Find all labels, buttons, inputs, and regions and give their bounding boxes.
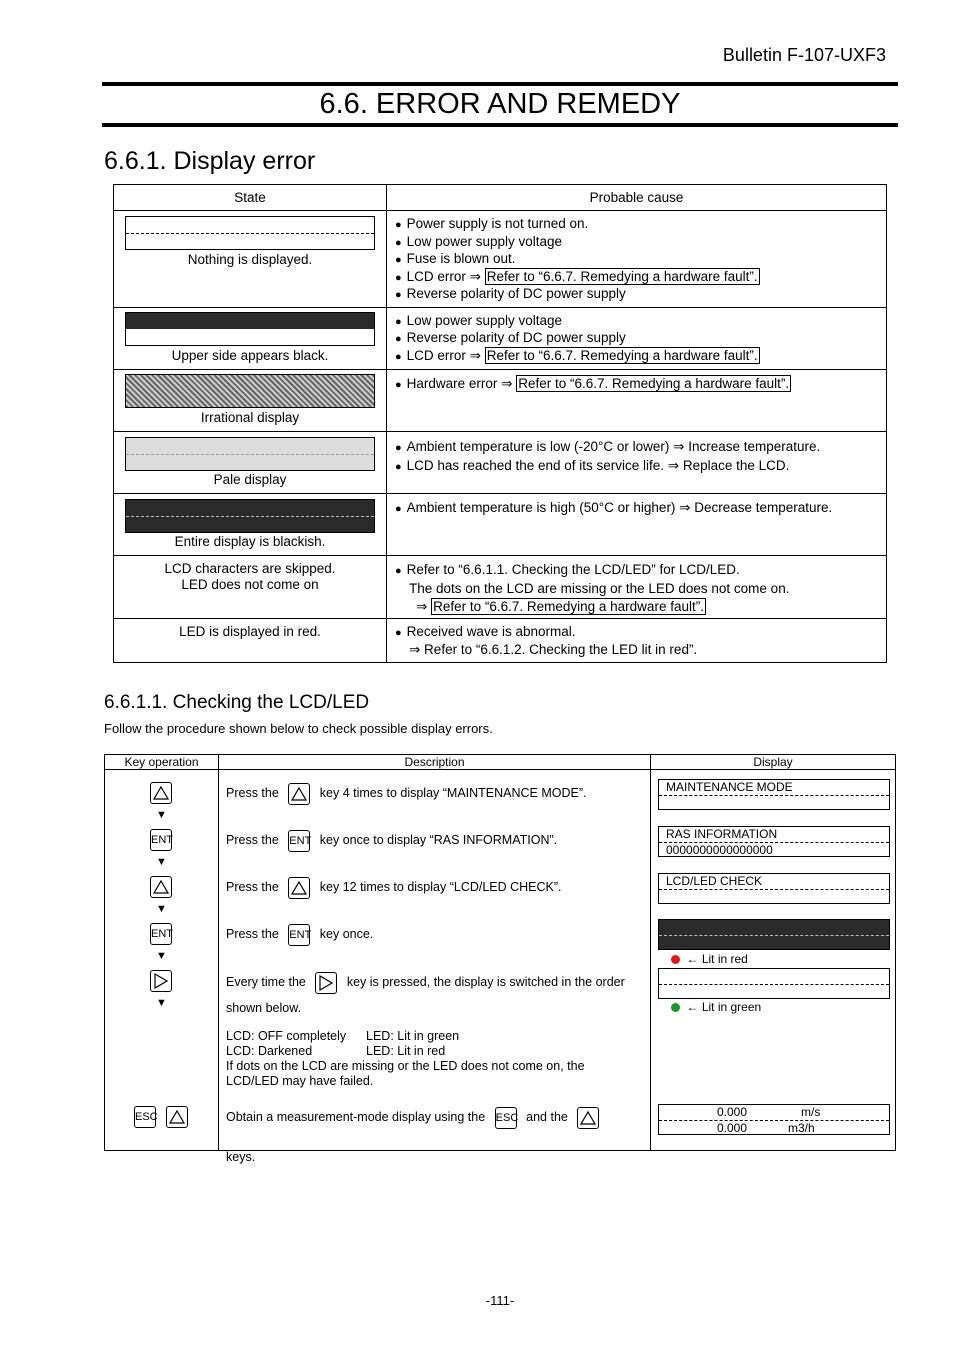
up-key[interactable] [150,782,172,804]
cause-item: ● Fuse is blown out. [395,251,886,269]
ent-key: ENT [288,830,310,852]
cause-item: ● LCD has reached the end of its service life. ⇒ Replace the LCD. [395,457,886,476]
key-operation-column [105,770,218,1150]
state-label: Pale display [213,471,287,487]
order-lcd: LCD: Darkened [226,1044,313,1058]
lcd-led-check-table [104,754,896,1164]
down-arrow-icon: ▼ [156,856,167,868]
off-lcd-display [658,968,890,999]
measure-value: 0.000 [717,1105,748,1119]
key-operation-header: Key operation [105,755,219,770]
table-row [114,431,887,493]
lcd-led-check-display: LCD/LED CHECK [658,873,890,904]
state-label: LED is displayed in red. [179,624,321,639]
right-key [315,972,337,994]
ent-key[interactable]: ENT [150,923,172,945]
cause-item: LCD error ⇒ [406,268,481,284]
display-column [651,770,895,1150]
step-text: Press the [226,927,279,941]
state-label: Irrational display [200,409,300,425]
intro-text: Follow the procedure shown below to check possible display errors. [104,721,493,736]
cause-item: ● Reverse polarity of DC power supply [395,330,886,348]
table-row [114,211,887,308]
state-label: Entire display is blackish. [174,533,326,549]
down-arrow-icon: ▼ [156,809,167,821]
failure-note: If dots on the LCD are missing or the LED does not come on, the LCD/LED may have failed. [226,1059,585,1088]
measure-unit: m3/h [788,1121,815,1135]
up-key [288,877,310,899]
step-text: key is pressed, the display is switched in the order [346,975,625,989]
measurement-mode-display [658,1104,890,1135]
measure-unit: m/s [801,1105,821,1119]
cause-item: Hardware error ⇒ [406,375,513,391]
lcd-irrational-illustration [125,374,375,408]
esc-key: ESC [495,1107,517,1129]
ent-key[interactable]: ENT [150,829,172,851]
up-key[interactable] [150,876,172,898]
cause-item: ● Refer to “6.6.1.1. Checking the LCD/LED” for LCD/LED. [395,561,886,581]
step-text: Every time the [226,975,306,989]
down-arrow-icon: ▼ [156,950,167,962]
cause-item: ● Low power supply voltage [395,234,886,252]
step-text: key once to display “RAS INFORMATION”. [319,833,558,847]
step-text: Press the [226,833,279,847]
step-text: Press the [226,786,279,800]
step-text: keys. [226,1150,256,1164]
cause-item: ● Received wave is abnormal. [395,624,886,642]
description-header: Description [219,755,651,770]
hardware-fault-reference: Refer to “6.6.7. Remedying a hardware fault”. [433,598,704,614]
state-label: Nothing is displayed. [187,252,313,267]
subsection-title: 6.6.1.1. Checking the LCD/LED [104,692,370,713]
display-error-table [113,184,887,663]
table-row [114,307,887,369]
step-text: Obtain a measurement-mode display using the [226,1110,486,1124]
step-text: key 4 times to display “MAINTENANCE MODE”. [319,786,587,800]
state-label: LED does not come on [181,577,319,592]
cause-item: ⇒ Refer to “6.6.1.2. Checking the LED lit in red”. [409,641,698,657]
state-label: Upper side appears black. [171,347,329,363]
up-key[interactable] [166,1106,188,1128]
lcd-blackish-illustration [125,499,375,533]
table-row [114,619,887,663]
esc-key[interactable]: ESC [134,1106,156,1128]
cause-header: Probable cause [387,185,887,211]
title-rule-top [102,82,898,86]
step-text: and the [526,1110,568,1124]
table-row [114,493,887,555]
step-text: key 12 times to display “LCD/LED CHECK”. [319,880,562,894]
down-arrow-icon: ▼ [156,903,167,915]
cause-item: ● Low power supply voltage [395,313,886,331]
darkened-lcd-display [658,919,890,950]
measure-value: 0.000 [717,1121,748,1135]
cause-item: ● Ambient temperature is low (-20°C or lower) ⇒ Increase temperature. [395,438,886,457]
cause-item: LCD error ⇒ [406,347,481,363]
cause-item: ● Reverse polarity of DC power supply [395,286,886,304]
lcd-blank-illustration [125,216,375,250]
order-led: LED: Lit in green [366,1029,460,1043]
description-column [219,770,650,1164]
cause-item: The dots on the LCD are missing or the LED does not come on. [409,581,790,596]
step-text: key once. [319,927,374,941]
down-arrow-icon: ▼ [156,997,167,1009]
up-key [577,1107,599,1129]
hardware-fault-reference: Refer to “6.6.7. Remedying a hardware fault”. [518,375,790,391]
lcd-pale-illustration [125,437,375,471]
chapter-title: 6.6. ERROR AND REMEDY [319,88,681,120]
title-rule-bottom [102,123,898,127]
order-lcd: LCD: OFF completely [226,1029,347,1043]
order-led: LED: Lit in red [366,1044,446,1058]
section-title: 6.6.1. Display error [104,147,316,175]
arrow-symbol: ⇒ [416,598,428,614]
table-row [114,555,887,619]
lit-red-label: ← Lit in red [686,952,748,966]
ent-key: ENT [288,924,310,946]
right-key[interactable] [150,970,172,992]
up-key [288,783,310,805]
step-text: Press the [226,880,279,894]
state-header: State [114,185,387,211]
green-led-icon [671,1003,680,1012]
red-led-icon [671,955,680,964]
lit-green-label: ← Lit in green [686,1000,762,1014]
state-label: LCD characters are skipped. [164,560,336,576]
page-number: -111- [485,1293,515,1308]
bulletin-number: Bulletin F-107-UXF3 [722,45,886,65]
cause-item: ● Power supply is not turned on. [395,216,886,234]
lcd-upper-black-illustration [125,312,375,346]
table-row [114,369,887,431]
ras-information-display: RAS INFORMATION 0000000000000000 [658,826,890,857]
step-text: shown below. [226,1001,302,1015]
maintenance-mode-display: MAINTENANCE MODE [658,779,890,810]
hardware-fault-reference: Refer to “6.6.7. Remedying a hardware fault”. [486,268,758,284]
hardware-fault-reference: Refer to “6.6.7. Remedying a hardware fault”. [486,347,758,363]
display-header: Display [651,755,896,770]
cause-item: ● Ambient temperature is high (50°C or higher) ⇒ Decrease temperature. [395,500,886,518]
